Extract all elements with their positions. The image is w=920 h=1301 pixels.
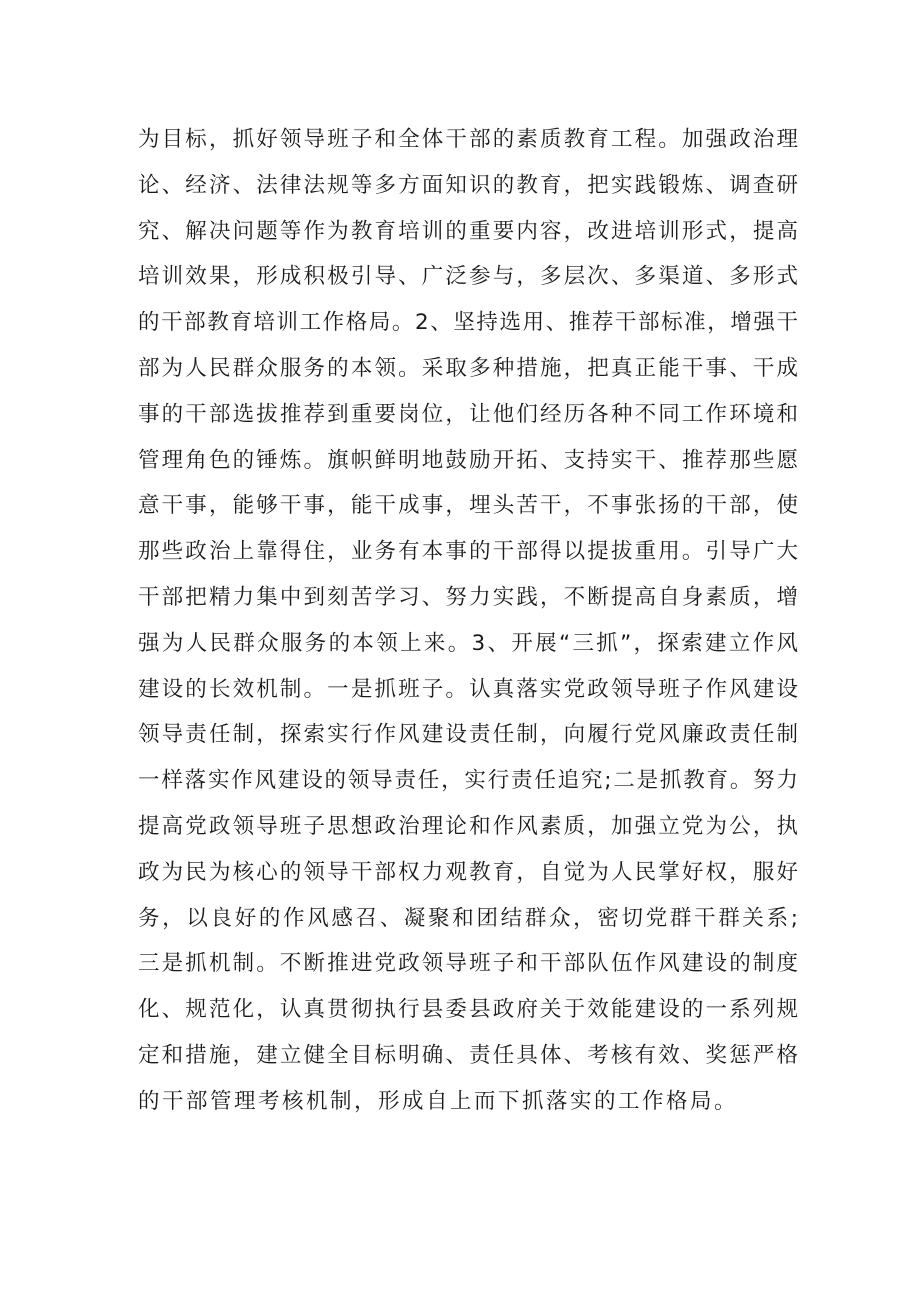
text-line-8: 管理角色的锤炼。旗帜鲜明地鼓励开拓、支持实干、推荐那些愿: [138, 447, 798, 473]
text-line-20: 化、规范化，认真贯彻执行县委县政府关于效能建设的一系列规: [138, 997, 798, 1023]
text-line-16: 提高党政领导班子思想政治理论和作风素质，加强立党为公，执: [138, 813, 798, 839]
text-line-4: 培训效果，形成积极引导、广泛参与，多层次、多渠道、多形式: [138, 264, 798, 290]
text-line-14: 领导责任制，探索实行作风建设责任制，向履行党风廉政责任制: [138, 722, 798, 748]
text-line-9: 意干事，能够干事，能干成事，埋头苦干，不事张扬的干部，使: [138, 493, 798, 519]
text-line-11: 干部把精力集中到刻苦学习、努力实践，不断提高自身素质，增: [138, 584, 798, 610]
text-line-1: 为目标，抓好领导班子和全体干部的素质教育工程。加强政治理: [138, 127, 798, 152]
body-paragraph: [138, 117, 798, 1125]
text-line-7: 事的干部选拔推荐到重要岗位，让他们经历各种不同工作环境和: [138, 401, 798, 427]
text-line-22: 的干部管理考核机制，形成自上而下抓落实的工作格局。: [138, 1088, 739, 1114]
text-line-10: 那些政治上靠得住，业务有本事的干部得以提拔重用。引导广大: [138, 539, 798, 565]
text-line-6: 部为人民群众服务的本领。采取多种措施，把真正能干事、干成: [138, 355, 798, 381]
text-line-15: 一样落实作风建设的领导责任，实行责任追究;二是抓教育。努力: [138, 768, 798, 794]
text-line-19: 三是抓机制。不断推进党政领导班子和干部队伍作风建设的制度: [138, 951, 798, 977]
text-line-12: 强为人民群众服务的本领上来。3、开展“三抓”，探索建立作风: [138, 630, 798, 656]
text-line-21: 定和措施，建立健全目标明确、责任具体、考核有效、奖惩严格: [138, 1042, 798, 1068]
text-line-13: 建设的长效机制。一是抓班子。认真落实党政领导班子作风建设: [138, 676, 798, 702]
text-line-5: 的干部教育培训工作格局。2、坚持选用、推荐干部标准，增强干: [138, 310, 798, 336]
text-line-2: 论、经济、法律法规等多方面知识的教育，把实践锻炼、调查研: [138, 172, 798, 198]
text-line-3: 究、解决问题等作为教育培训的重要内容，改进培训形式，提高: [138, 218, 798, 244]
text-line-17: 政为民为核心的领导干部权力观教育，自觉为人民掌好权，服好: [138, 859, 798, 885]
text-line-18: 务，以良好的作风感召、凝聚和团结群众，密切党群干群关系;: [138, 905, 798, 931]
